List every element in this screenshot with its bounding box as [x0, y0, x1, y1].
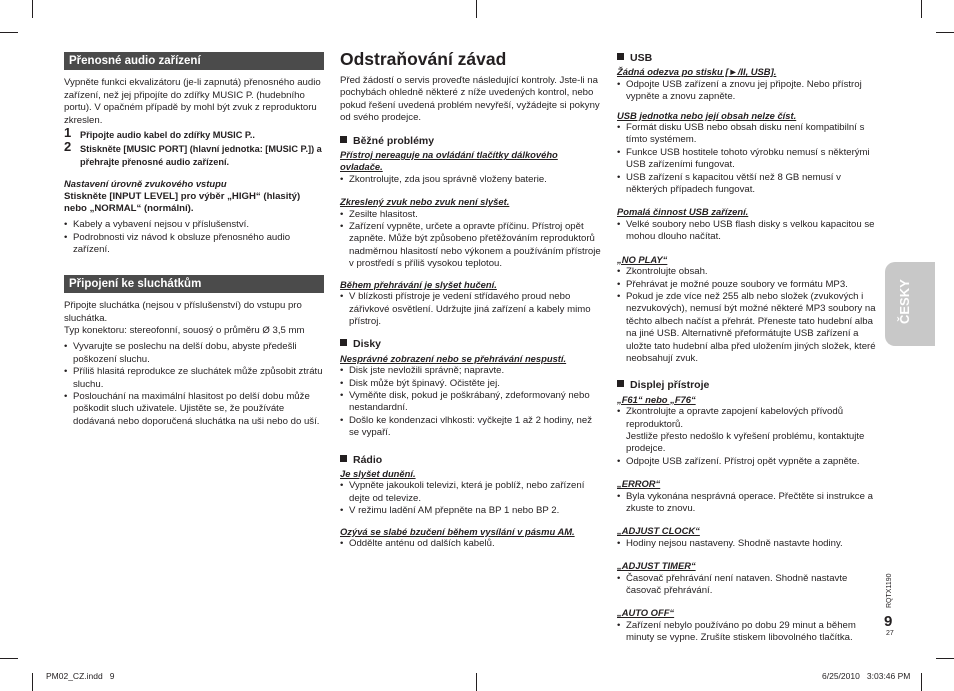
input-level-text: Stiskněte [INPUT LEVEL] pro výběr „HIGH“ (hlasitý) nebo „NORMAL“ (normální). [64, 190, 301, 215]
problem-heading: Nesprávné zobrazení nebo se přehrávání nespustí. [340, 352, 567, 364]
problem-heading: „ADJUST CLOCK“ [617, 525, 700, 537]
crop-mark [32, 0, 33, 18]
list-item: • Odpojte USB zařízení a znovu jej připojte. Nebo přístroj vypněte a znovu zapněte. [617, 79, 879, 104]
portable-audio-intro: Vypněte funkci ekvalizátoru (je-li zapnutá) přenosného audio zařízení, než jej připojíte do zdířky MUSIC P. (hudebního portu). V opačném případě by mohl být zvuk z reproduktoru zkreslen. [64, 77, 321, 126]
right-column [617, 52, 879, 645]
solution-list [340, 209, 602, 271]
solution-list [617, 219, 879, 244]
step-number: 2 [64, 139, 72, 155]
footer-timestamp: 6/25/2010 3:03:46 PM [822, 671, 911, 681]
problem-heading: „F61“ nebo „F76“ [617, 393, 696, 405]
solution-list [340, 174, 602, 186]
section-header-headphones: Připojení ke sluchátkům [64, 275, 324, 293]
list-item: • Poslouchání na maximální hlasitost po delší dobu může poškodit sluch uživatele. Ujistěte se, že používáte dodávaná nebo doporučená sluchátka na uši nebo do uší. [64, 391, 324, 428]
step-text: Stiskněte [MUSIC PORT] (hlavní jednotka: [MUSIC P.]) a přehrajte přenosné audio zařízení. [80, 144, 322, 167]
list-item: • Formát disku USB nebo obsah disku není kompatibilní s tímto systémem. [617, 122, 879, 147]
problem-heading: Žádná odezva po stisku [►/II, USB]. [617, 66, 777, 78]
solution-list [340, 538, 602, 550]
problem-heading: „ERROR“ [617, 478, 661, 490]
language-tab [885, 262, 935, 346]
solution-list [617, 573, 879, 598]
list-item: • Odpojte USB zařízení. Přístroj opět vypněte a zapněte. [617, 456, 879, 468]
step-number: 1 [64, 125, 72, 141]
headphones-intro: Připojte sluchátka (nejsou v příslušenství) do vstupu pro sluchátka. [64, 300, 302, 324]
crop-mark [936, 32, 954, 33]
list-item: • Zkontrolujte a opravte zapojení kabelových přívodů reproduktorů. Jestliže přesto nedošlo k vyřešení problému, kontaktujte prodejce. [617, 406, 879, 456]
list-item: • Hodiny nejsou nastaveny. Shodně nastavte hodiny. [617, 538, 879, 550]
list-item: • Zkontrolujte, zda jsou správně vloženy baterie. [340, 174, 602, 186]
list-item: • Funkce USB hostitele tohoto výrobku nemusí s některými USB zařízeními fungovat. [617, 147, 879, 172]
section-general: Běžné problémy [340, 135, 602, 147]
crop-mark [921, 673, 922, 691]
list-item: • Vyvarujte se poslechu na delší dobu, abyste předešli poškození sluchu. [64, 341, 324, 366]
list-item: • Disk jste nevložili správně; napravte. [340, 365, 602, 377]
section-discs: Disky [340, 338, 602, 350]
solution-list [617, 538, 879, 550]
middle-column [340, 48, 602, 550]
page-title: Odstraňování závad [340, 49, 507, 69]
problem-heading: Přístroj nereaguje na ovládání tlačítky dálkového ovladače. [340, 149, 558, 173]
section-display: Displej přístroje [617, 379, 879, 391]
problem-heading: USB jednotka nebo její obsah nelze číst. [617, 109, 797, 121]
list-item: • Pokud je zde více než 255 alb nebo složek (zvukových i nezvukových), nemusí být možné některé MP3 soubory na těchto albech načíst a přehrát. Přeneste tato hudební alba na jiné USB. Alternativně přeformátujte USB zařízení a uložte tato hudební alba před uložením jiných složek, které neobsahují zvuk. [617, 291, 879, 365]
crop-mark [936, 658, 954, 659]
headphones-connector: Typ konektoru: stereofonní, souosý o průměru Ø 3,5 mm [64, 324, 305, 336]
list-item: • Vyměňte disk, pokud je poškrábaný, zdeformovaný nebo nestandardní. [340, 390, 602, 415]
problem-heading: Ozývá se slabé bzučení během vysílání v pásmu AM. [340, 525, 575, 537]
list-item: • Byla vykonána nesprávná operace. Přečtěte si instrukce a zkuste to znovu. [617, 491, 879, 516]
crop-mark [476, 673, 477, 691]
page-number: 9 [884, 613, 893, 630]
section-header-portable-audio: Přenosné audio zařízení [64, 52, 324, 70]
crop-mark [921, 0, 922, 18]
headphones-notes [64, 341, 324, 428]
square-bullet-icon [340, 455, 347, 462]
list-item: • Zesilte hlasitost. [340, 209, 602, 221]
solution-list [617, 79, 879, 104]
square-bullet-icon [617, 53, 624, 60]
step-1 [64, 125, 324, 141]
solution-list [617, 406, 879, 468]
page-subnumber: 27 [886, 630, 894, 637]
input-level-heading: Nastavení úrovně zvukového vstupu [64, 178, 227, 190]
step-2 [64, 139, 324, 168]
problem-heading: „AUTO OFF“ [617, 607, 675, 619]
list-item: • Velké soubory nebo USB flash disky s velkou kapacitou se mohou dlouho načítat. [617, 219, 879, 244]
section-usb: USB [617, 52, 879, 64]
list-item: • Podrobnosti viz návod k obsluze přenosného audio zařízení. [64, 232, 324, 257]
solution-list [617, 620, 879, 645]
crop-mark [0, 32, 18, 33]
portable-audio-notes [64, 219, 324, 256]
solution-list [617, 122, 879, 196]
square-bullet-icon [340, 339, 347, 346]
list-item: • Časovač přehrávání není nataven. Shodně nastavte časovač přehrávání. [617, 573, 879, 598]
problem-heading: „NO PLAY“ [617, 253, 668, 265]
square-bullet-icon [617, 380, 624, 387]
list-item: • Zkontrolujte obsah. [617, 266, 879, 278]
crop-mark [32, 673, 33, 691]
left-column [64, 52, 324, 428]
list-item: • V režimu ladění AM přepněte na BP 1 nebo BP 2. [340, 505, 602, 517]
solution-list [617, 491, 879, 516]
solution-list [340, 480, 602, 517]
solution-list [340, 291, 602, 328]
crop-mark [0, 658, 18, 659]
list-item: • Vypněte jakoukoli televizi, která je poblíž, nebo zařízení dejte od televize. [340, 480, 602, 505]
troubleshooting-intro: Před žádostí o servis proveďte následující kontroly. Jste-li na pochybách ohledně některé z níže uvedených kontrol, nebo pokud řešení uvedená problém nevyřeší, vyžádejte si pokyny od svého prodejce. [340, 75, 600, 124]
list-item: • Disk může být špinavý. Očistěte jej. [340, 378, 602, 390]
crop-mark [476, 0, 477, 18]
language-tab-label: ČESKY [897, 279, 912, 324]
list-item: • V blízkosti přístroje je vedení střídavého proud nebo zářivkové osvětlení. Udržujte jiná zařízení a kabely mimo přístroj. [340, 291, 602, 328]
solution-list [617, 266, 879, 365]
document-code: RQTX1190 [886, 573, 893, 608]
list-item: • Došlo ke kondenzaci vlhkosti: vyčkejte 1 až 2 hodiny, než se vypaří. [340, 415, 602, 440]
solution-list [340, 365, 602, 439]
list-item: • Kabely a vybavení nejsou v příslušenství. [64, 219, 324, 231]
problem-heading: Zkreslený zvuk nebo zvuk není slyšet. [340, 196, 510, 208]
list-item: • Oddělte anténu od dalších kabelů. [340, 538, 602, 550]
list-item: • Přehrávat je možné pouze soubory ve formátu MP3. [617, 279, 879, 291]
problem-heading: „ADJUST TIMER“ [617, 560, 696, 572]
problem-heading: Pomalá činnost USB zařízení. [617, 206, 749, 218]
list-item: • Zařízení vypněte, určete a opravte příčinu. Přístroj opět zapněte. Může být způsobeno přetěžováním reproduktorů nadměrnou hlasitostí nebo výkonem a používáním přístroje v prostředí s příliš vysokou teplotou. [340, 221, 602, 271]
footer-file-info: PM02_CZ.indd 9 [46, 671, 115, 681]
step-text: Připojte audio kabel do zdířky MUSIC P.. [80, 130, 255, 141]
list-item: • Příliš hlasitá reprodukce ze sluchátek může způsobit ztrátu sluchu. [64, 366, 324, 391]
list-item: • USB zařízení s kapacitou větší než 8 GB nemusí v některých případech fungovat. [617, 172, 879, 197]
list-item: • Zařízení nebylo používáno po dobu 29 minut a během minuty se vypne. Zrušíte stiskem libovolného tlačítka. [617, 620, 879, 645]
problem-heading: Je slyšet dunění. [340, 467, 416, 479]
problem-heading: Během přehrávání je slyšet hučení. [340, 278, 497, 290]
section-radio: Rádio [340, 454, 602, 466]
square-bullet-icon [340, 136, 347, 143]
